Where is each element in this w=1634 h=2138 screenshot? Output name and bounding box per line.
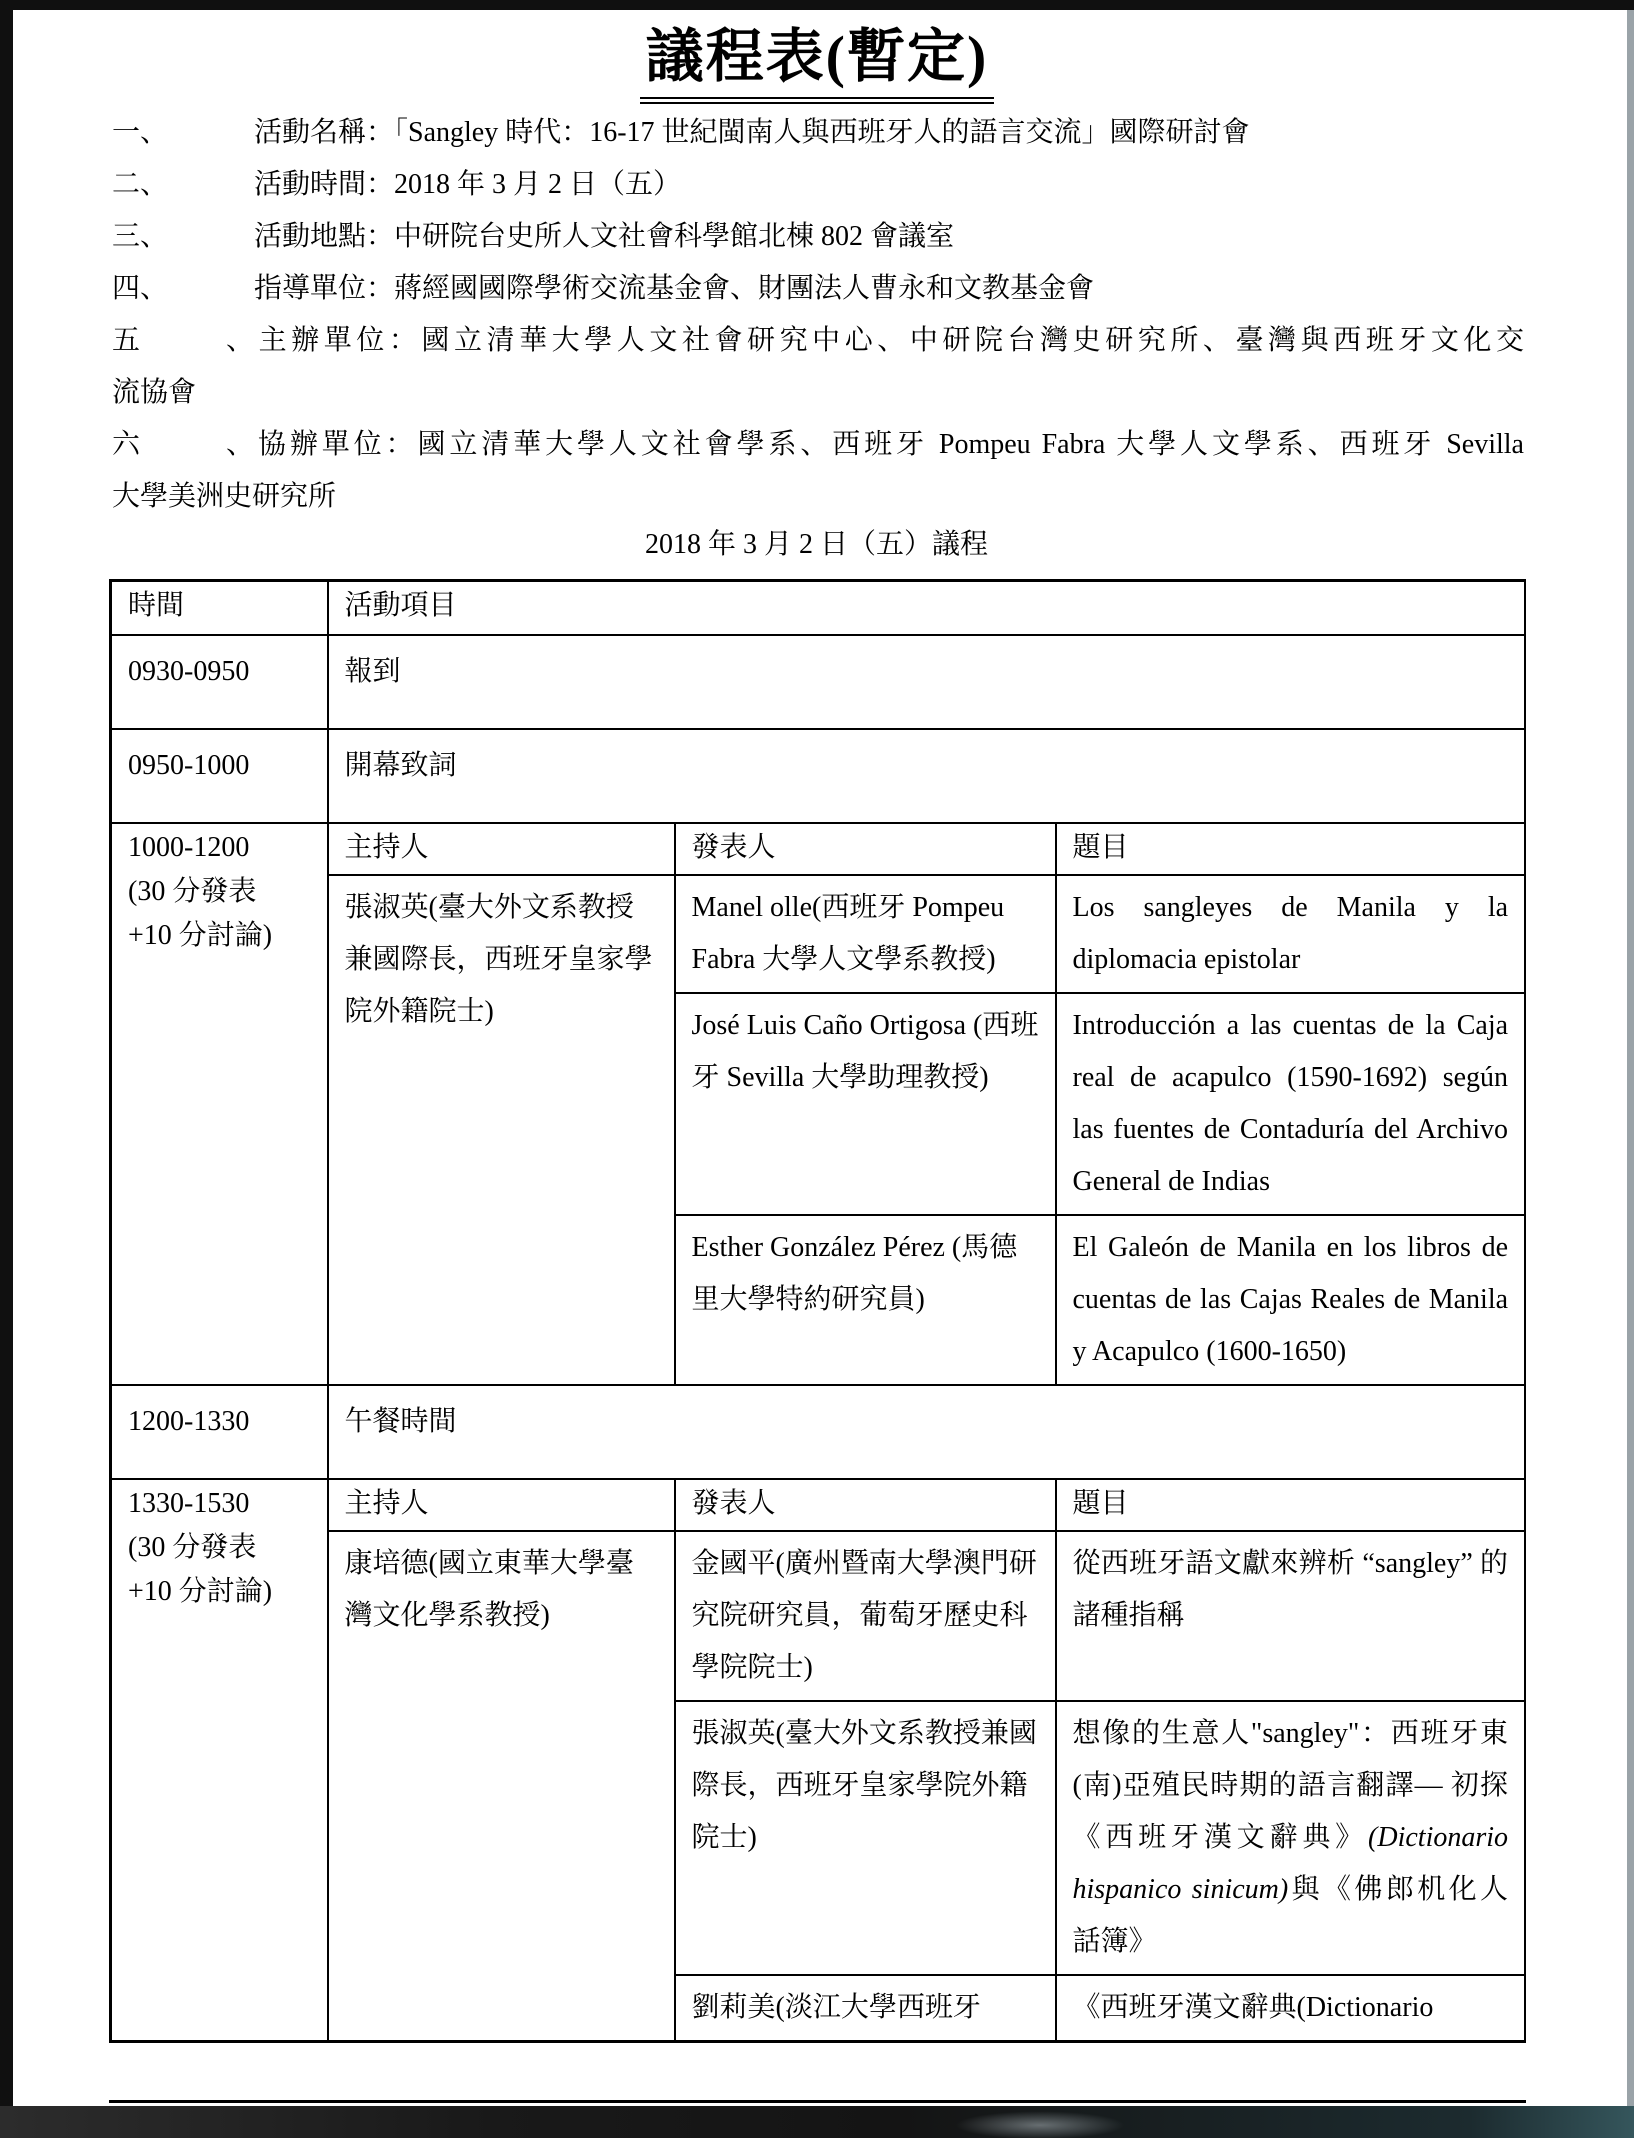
page-title-text: 議程表(暫定) — [640, 24, 995, 104]
cell-session1-talk2-presenter: José Luis Caño Ortigosa (西班牙 Sevilla 大學助理教授) — [675, 993, 1056, 1215]
cell-session2-talk1-presenter: 金國平(廣州暨南大學澳門研究院研究員，葡萄牙歷史科學院院士) — [675, 1531, 1056, 1701]
cell-session1-time — [111, 823, 328, 1385]
session2-time-range: 1330-1530 — [128, 1488, 250, 1519]
info-item-2-line1 — [112, 159, 1524, 211]
cell-opening-time: 0950-1000 — [111, 729, 328, 823]
cell-session2-moderator: 康培德(國立東華大學臺灣文化學系教授) — [328, 1531, 675, 2042]
info-item-1-text: 活動名稱：「Sangley 時代：16-17 世紀閩南人與西班牙人的語言交流」國際研討會 — [254, 117, 1250, 148]
cell-registration-time: 0930-0950 — [111, 635, 328, 729]
session2-header-moderator: 主持人 — [328, 1479, 675, 1531]
info-item-4-line1 — [112, 263, 1524, 315]
session1-header-topic: 題目 — [1056, 823, 1526, 875]
cell-session2-talk3-presenter: 劉莉美(淡江大學西班牙 — [675, 1975, 1056, 2042]
info-item-5 — [112, 315, 1524, 419]
session2-talk2-topic-pre: 想像的生意人"sangley"：西班牙東(南)亞殖民時期的語言翻譯— 初探《西班牙漢文辭典》 — [1072, 1718, 1509, 1853]
agenda-table — [109, 579, 1526, 2043]
cell-session1-talk3-presenter: Esther González Pérez (馬德里大學特約研究員) — [675, 1215, 1056, 1385]
info-item-2-text: 活動時間：2018 年 3 月 2 日（五） — [254, 169, 682, 200]
cell-lunch-time: 1200-1330 — [111, 1385, 328, 1479]
header-activity: 活動項目 — [328, 581, 1526, 636]
info-item-1-line1 — [112, 107, 1524, 159]
info-item-6-line1 — [112, 419, 1524, 471]
session2-header-topic: 題目 — [1056, 1479, 1526, 1531]
cell-session2-talk2-presenter: 張淑英(臺大外文系教授兼國際長，西班牙皇家學院外籍院士) — [675, 1701, 1056, 1975]
window-frame-left — [0, 0, 13, 2118]
info-item-6-number: 六、 — [112, 429, 254, 460]
row-registration — [111, 635, 1526, 729]
session1-header-presenter: 發表人 — [675, 823, 1056, 875]
info-item-3-text: 活動地點：中研院台史所人文社會科學館北棟 802 會議室 — [254, 221, 955, 252]
session2-header-presenter: 發表人 — [675, 1479, 1056, 1531]
cell-session1-talk2-topic: Introducción a las cuentas de la Caja real de acapulco (1590-1692) según las fuentes de Contaduría del Archivo General de Indias — [1056, 993, 1526, 1215]
session1-time-range: 1000-1200 — [128, 832, 250, 863]
session1-note-line2: +10 分討論) — [128, 920, 273, 951]
cell-opening-activity: 開幕致詞 — [328, 729, 1526, 823]
cell-registration-activity: 報到 — [328, 635, 1526, 729]
info-item-5-line2: 流協會 — [112, 377, 197, 408]
row-lunch — [111, 1385, 1526, 1479]
info-item-1 — [112, 107, 1524, 159]
session2-note-line1: (30 分發表 — [128, 1532, 257, 1563]
bottom-band-highlight — [920, 2106, 1160, 2138]
cell-session1-talk1-topic: Los sangleyes de Manila y la diplomacia epistolar — [1056, 875, 1526, 993]
info-item-3-number: 三、 — [112, 221, 169, 252]
cell-session2-talk2-topic — [1056, 1701, 1526, 1975]
info-item-5-number: 五、 — [112, 325, 254, 356]
scrollbar-track[interactable] — [1627, 0, 1634, 2138]
cell-session1-talk3-topic: El Galeón de Manila en los libros de cuentas de las Cajas Reales de Manila y Acapulco (1600-1650) — [1056, 1215, 1526, 1385]
info-item-1-number: 一、 — [112, 117, 169, 148]
session1-note-line1: (30 分發表 — [128, 876, 257, 907]
cell-session2-talk1-topic: 從西班牙語文獻來辨析 “sangley” 的諸種指稱 — [1056, 1531, 1526, 1701]
info-item-2-number: 二、 — [112, 169, 169, 200]
page-title — [0, 24, 1634, 104]
info-item-6 — [112, 419, 1524, 523]
info-item-6-line2: 大學美洲史研究所 — [112, 481, 337, 512]
agenda-caption: 2018 年 3 月 2 日（五）議程 — [644, 529, 988, 560]
cell-lunch-activity: 午餐時間 — [328, 1385, 1526, 1479]
bottom-toolbar-band — [0, 2106, 1634, 2138]
info-item-5-text: 主辦單位：國立清華大學人文社會研究中心、中研院台灣史研究所、臺灣與西班牙文化交 — [254, 325, 1524, 356]
header-time: 時間 — [111, 581, 328, 636]
session2-note-line2: +10 分討論) — [128, 1576, 273, 1607]
info-item-4-number: 四、 — [112, 273, 169, 304]
cell-session2-time — [111, 1479, 328, 2042]
info-item-4 — [112, 263, 1524, 315]
info-item-3 — [112, 211, 1524, 263]
info-list — [112, 107, 1524, 523]
agenda-table-container — [109, 579, 1526, 2103]
session1-header-moderator: 主持人 — [328, 823, 675, 875]
row-opening — [111, 729, 1526, 823]
cell-session1-moderator: 張淑英(臺大外文系教授兼國際長，西班牙皇家學院外籍院士) — [328, 875, 675, 1385]
session2-talk2-topic-post: 與《佛郎机化人話簿》 — [1072, 1874, 1509, 1957]
info-item-5-line1 — [112, 315, 1524, 367]
cell-session2-talk3-topic: 《西班牙漢文辭典(Dictionario — [1056, 1975, 1526, 2042]
row-session2-header — [111, 1479, 1526, 1531]
table-header-row — [111, 581, 1526, 636]
cell-session1-talk1-presenter: Manel olle(西班牙 Pompeu Fabra 大學人文學系教授) — [675, 875, 1056, 993]
session2-talk2-topic-italic: (Dictionario hispanico sinicum) — [1072, 1822, 1509, 1905]
row-session1-header — [111, 823, 1526, 875]
info-item-4-text: 指導單位：蔣經國國際學術交流基金會、財團法人曹永和文教基金會 — [254, 273, 1095, 304]
info-item-3-line1 — [112, 211, 1524, 263]
info-item-6-text: 協辦單位：國立清華大學人文社會學系、西班牙 Pompeu Fabra 大學人文學系、西班牙 Sevilla — [254, 429, 1524, 460]
info-item-2 — [112, 159, 1524, 211]
window-frame-top — [0, 0, 1634, 10]
